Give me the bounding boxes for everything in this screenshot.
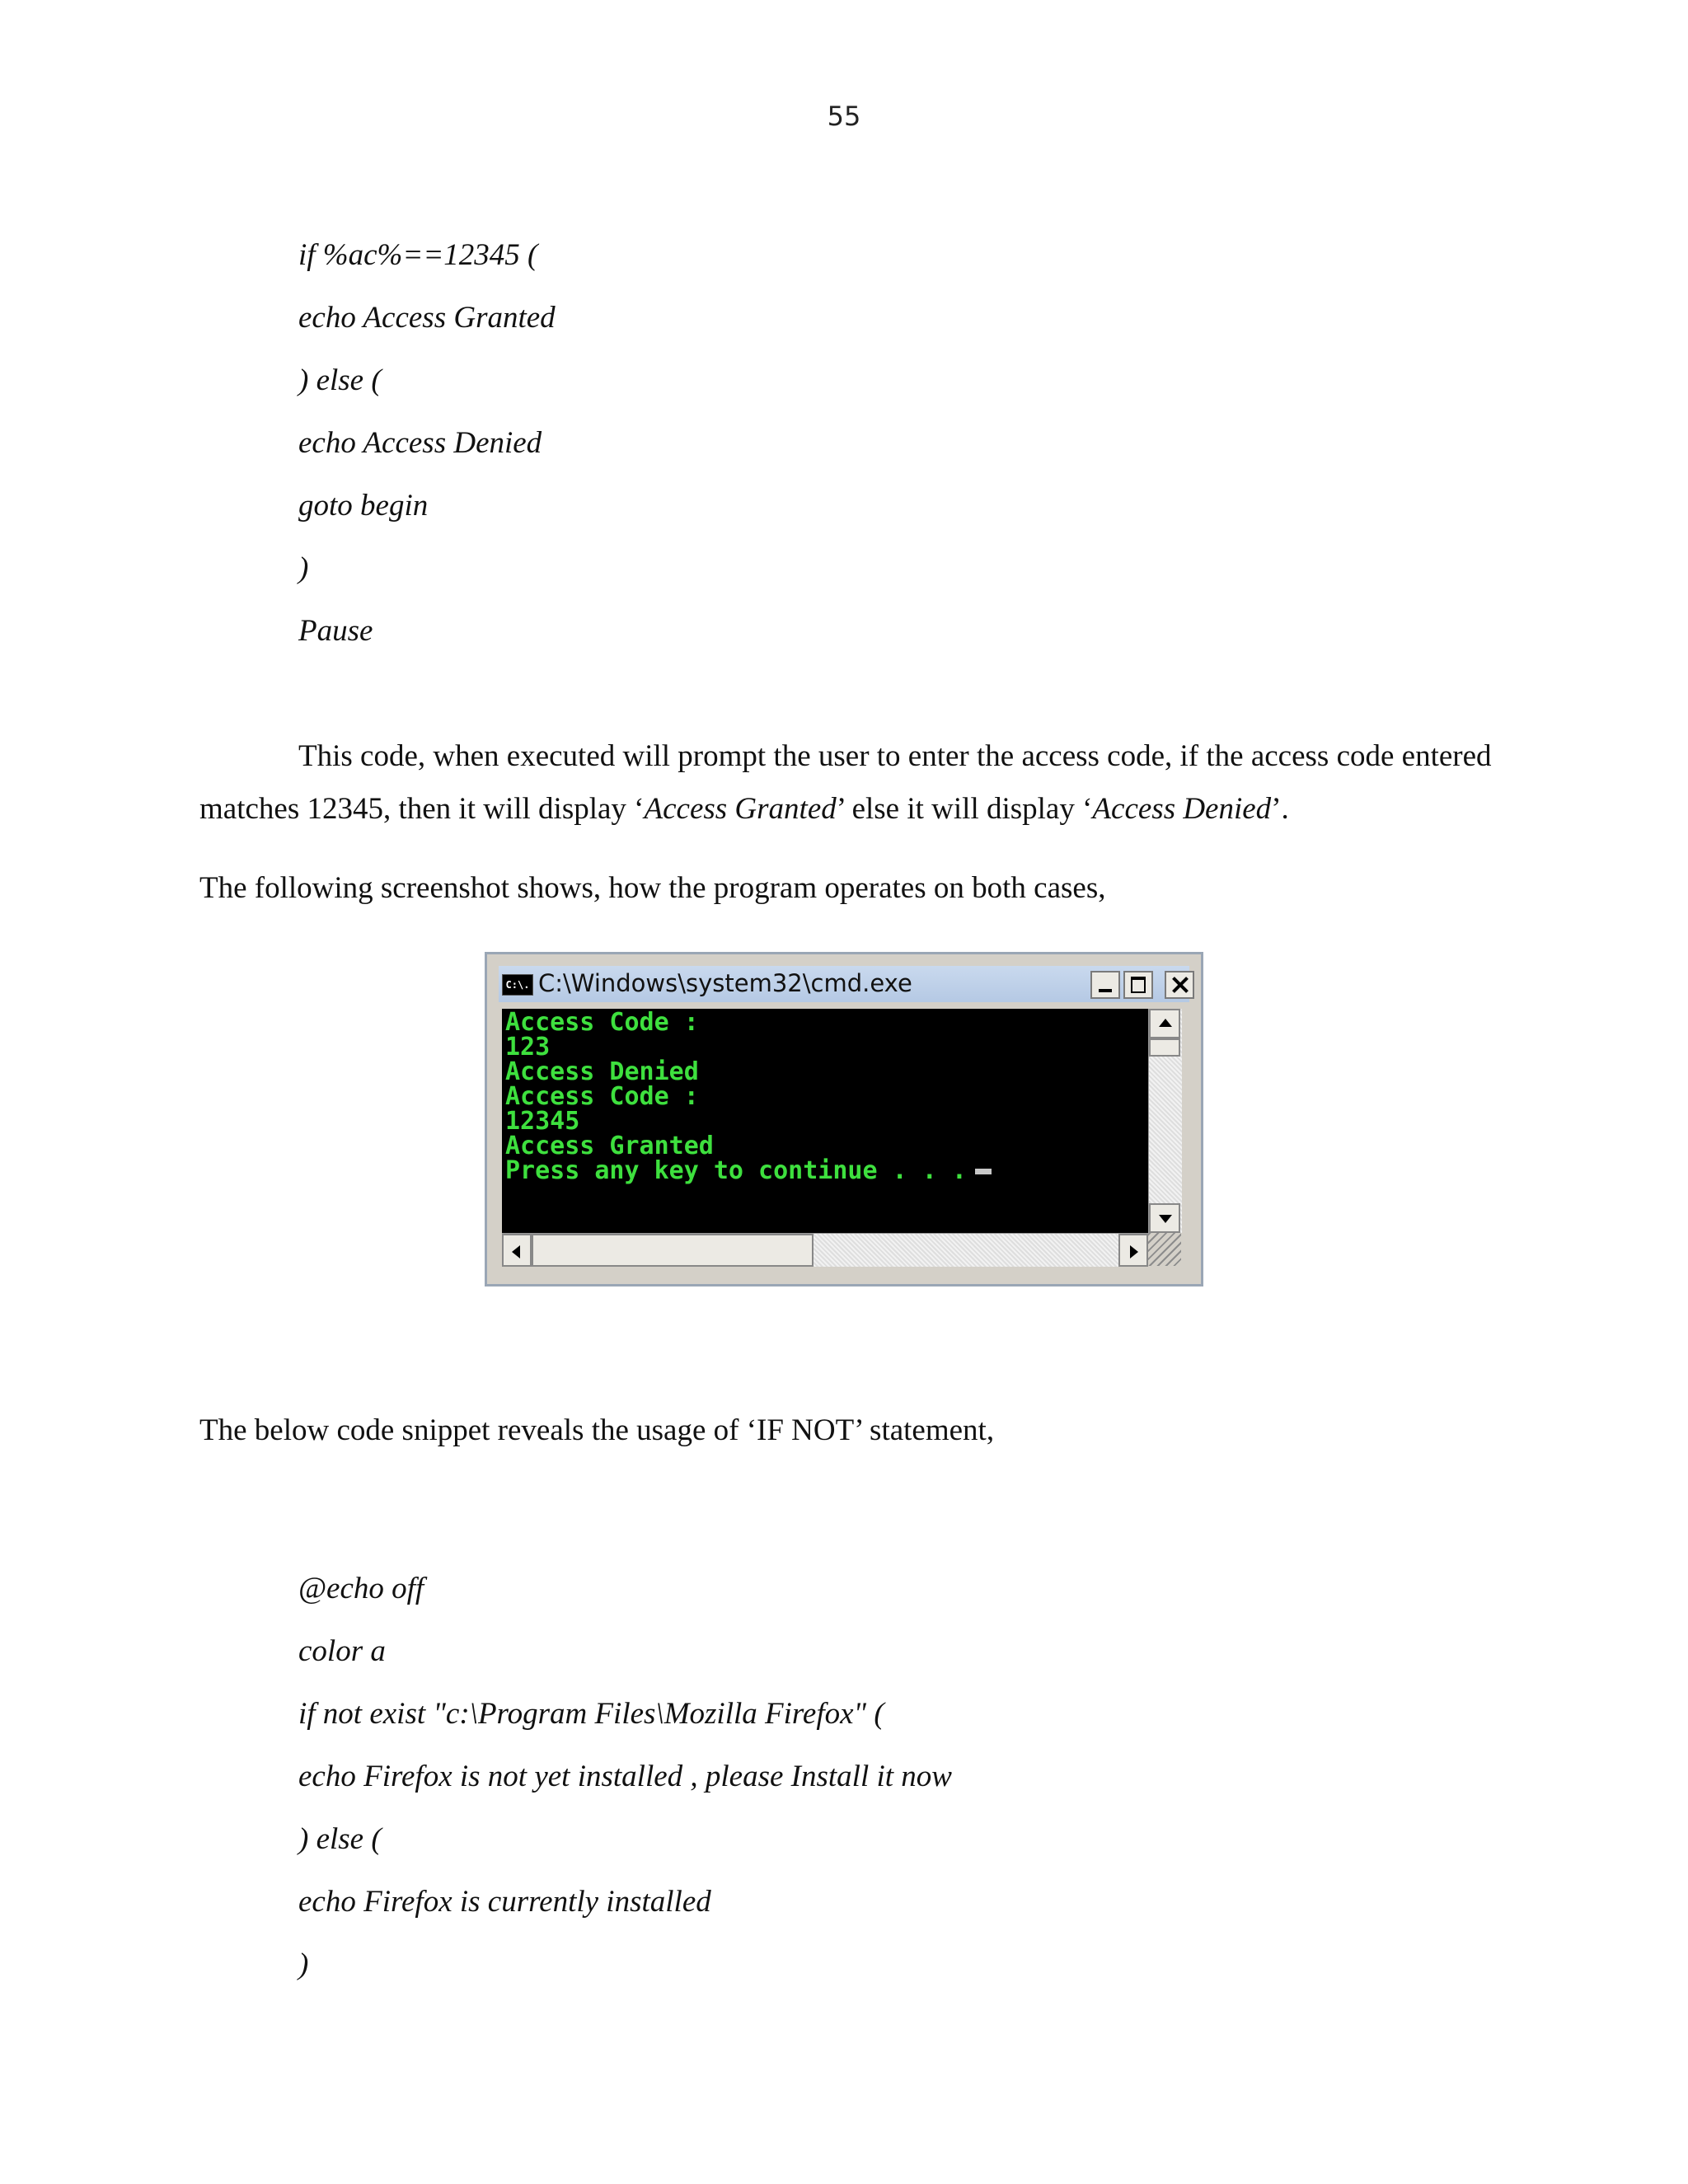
code-line: echo Access Granted	[298, 301, 556, 335]
console-line: Access Code :	[505, 1082, 699, 1111]
console-line: 12345	[505, 1107, 580, 1136]
console-line-text: Press any key to continue . . .	[505, 1156, 967, 1185]
code-line: goto begin	[298, 489, 429, 523]
code-line: )	[298, 551, 309, 585]
access-granted-text: Access Granted	[644, 792, 837, 826]
cmd-titlebar	[499, 966, 1189, 1002]
scroll-right-icon[interactable]	[1118, 1234, 1148, 1267]
minimize-button[interactable]	[1090, 971, 1120, 999]
code-line: ) else (	[298, 1822, 382, 1856]
code-line: if %ac%==12345 (	[298, 238, 538, 272]
code-line: color a	[298, 1634, 386, 1668]
horizontal-scrollbar[interactable]	[502, 1233, 1148, 1267]
cmd-window-title: C:\Windows\system32\cmd.exe	[538, 969, 912, 997]
scroll-up-icon[interactable]	[1149, 1009, 1180, 1038]
maximize-button[interactable]	[1123, 971, 1153, 999]
console-line: Access Granted	[505, 1132, 714, 1160]
resize-grip-icon[interactable]	[1148, 1233, 1181, 1266]
paragraph-explanation-line-1: This code, when executed will prompt the user to enter the access code, if the access code entered	[298, 739, 1492, 773]
access-denied-text: Access Denied	[1092, 792, 1272, 826]
code-line: echo Firefox is not yet installed , please Install it now	[298, 1760, 952, 1793]
code-line: Pause	[298, 614, 373, 648]
code-line: if not exist "c:\Program Files\Mozilla Firefox" (	[298, 1697, 884, 1731]
cmd-icon: C:\.	[502, 974, 533, 996]
vertical-scroll-thumb[interactable]	[1149, 1038, 1180, 1057]
text-fragment: ’.	[1271, 792, 1289, 826]
cursor-icon	[975, 1169, 992, 1174]
text-fragment: ’ else it will display ‘	[836, 792, 1093, 826]
console-line: Access Denied	[505, 1057, 699, 1086]
cmd-window-screenshot	[485, 952, 1203, 1286]
code-line: echo Access Denied	[298, 426, 542, 460]
paragraph-if-not-intro: The below code snippet reveals the usage of ‘IF NOT’ statement,	[199, 1413, 995, 1447]
console-line: 123	[505, 1033, 551, 1062]
console-line-prompt	[505, 1156, 1145, 1185]
code-line: echo Firefox is currently installed	[298, 1885, 711, 1919]
scroll-down-icon[interactable]	[1149, 1203, 1180, 1233]
vertical-scrollbar[interactable]	[1148, 1009, 1182, 1233]
horizontal-scroll-thumb[interactable]	[532, 1234, 814, 1267]
paragraph-explanation-line-2	[199, 791, 1289, 827]
text-fragment: matches 12345, then it will display ‘	[199, 792, 645, 826]
cmd-console-output	[502, 1009, 1148, 1233]
paragraph-screenshot-intro: The following screenshot shows, how the program operates on both cases,	[199, 871, 1106, 905]
code-line: ) else (	[298, 363, 382, 397]
code-line: )	[298, 1947, 309, 1981]
close-button[interactable]	[1165, 971, 1194, 999]
console-line: Access Code :	[505, 1008, 699, 1037]
code-line: @echo off	[298, 1572, 424, 1605]
page-number: 55	[827, 101, 861, 132]
scroll-left-icon[interactable]	[502, 1234, 532, 1267]
